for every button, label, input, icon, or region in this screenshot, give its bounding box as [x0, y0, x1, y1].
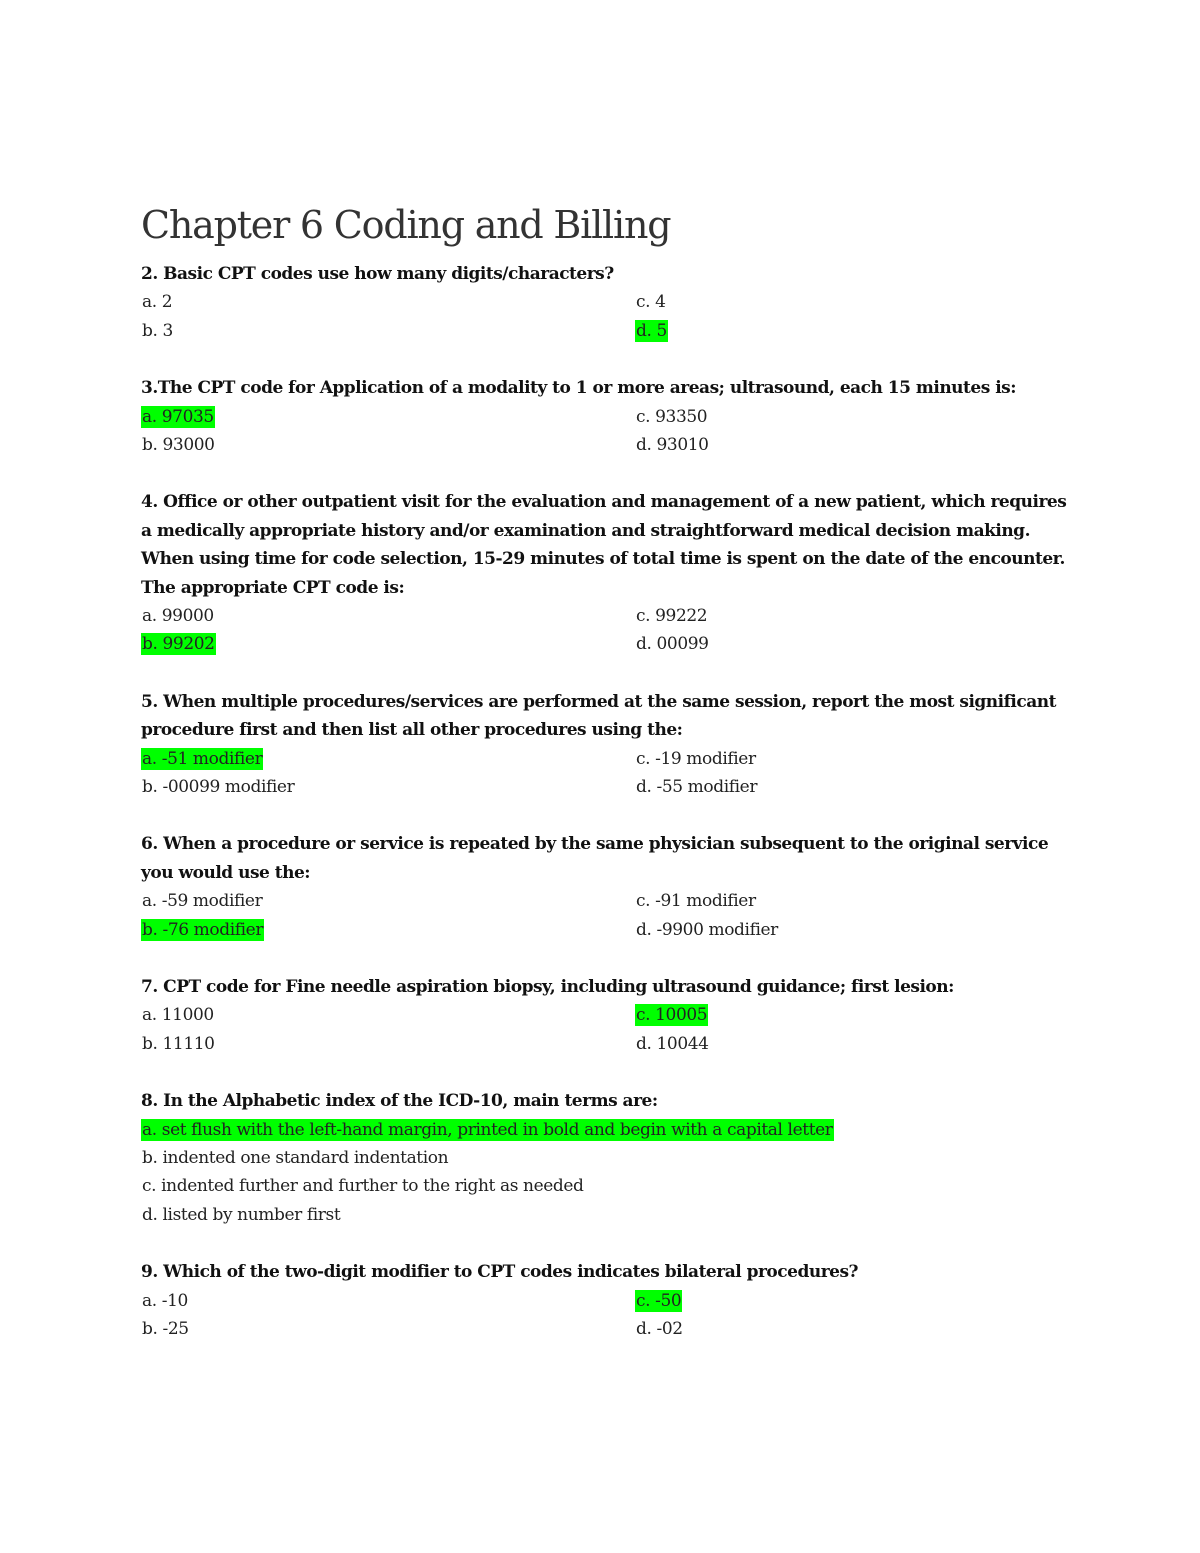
answer-text: c. -91 modifier — [636, 891, 756, 912]
question-text: 5. When multiple procedures/services are performed at the same session, report the most significant procedure first and then list all other procedures using the: — [141, 691, 1056, 741]
question-block — [141, 374, 1071, 459]
document-title: Chapter 6 Coding and Billing — [141, 203, 671, 247]
question-text: 7. CPT code for Fine needle aspiration biopsy, including ultrasound guidance; first lesion: — [141, 976, 954, 997]
answer-text: c. 93350 — [636, 406, 708, 427]
answer-option — [141, 288, 635, 316]
question-text: 8. In the Alphabetic index of the ICD-10, main terms are: — [141, 1091, 658, 1112]
highlighted-answer-text: a. -51 modifier — [142, 748, 263, 769]
answer-option-correct — [141, 916, 635, 944]
answer-option-correct — [635, 1287, 1071, 1315]
question-block — [141, 830, 1071, 944]
answer-option-correct — [141, 1116, 1071, 1144]
answer-text: c. -19 modifier — [636, 748, 756, 769]
answer-option — [635, 916, 1071, 944]
answer-option — [141, 317, 635, 345]
answer-option-correct — [141, 403, 635, 431]
answer-option — [635, 1315, 1071, 1343]
answer-option-correct — [141, 745, 635, 773]
answer-text: b. 11110 — [142, 1033, 215, 1054]
answer-option — [141, 1315, 635, 1343]
answer-option — [635, 745, 1071, 773]
answer-text: d. 10044 — [636, 1033, 709, 1054]
question-block — [141, 973, 1071, 1058]
question-text: 4. Office or other outpatient visit for the evaluation and management of a new patient, which requires a medically appropriate history and/or examination and straightforward medical decision making. When using time for code selection, 15-29 minutes of total time is spent on the date of the encounter. The appropriate CPT code is: — [141, 492, 1067, 598]
answer-text: b. 93000 — [142, 434, 215, 455]
answer-text: a. 99000 — [142, 606, 214, 626]
question-text: 6. When a procedure or service is repeated by the same physician subsequent to the original service you would use the: — [141, 834, 1049, 883]
highlighted-answer-text: c. 10005 — [636, 1005, 708, 1026]
answer-text: a. 11000 — [142, 1005, 214, 1026]
answer-text: d. 93010 — [636, 434, 709, 455]
answer-option — [141, 1172, 1071, 1200]
answer-options — [141, 887, 1071, 944]
answer-option — [141, 773, 635, 801]
answer-option — [635, 630, 1071, 658]
answer-options — [141, 602, 1071, 659]
answer-option — [635, 602, 1071, 630]
answer-option-correct — [635, 317, 1071, 345]
answer-option — [635, 1030, 1071, 1058]
answer-options — [141, 403, 1071, 460]
answer-text: b. -25 — [142, 1318, 189, 1339]
answer-text: d. listed by number first — [142, 1204, 341, 1225]
answer-option — [635, 288, 1071, 316]
answer-option — [141, 1287, 635, 1315]
answer-text: c. indented further and further to the right as needed — [142, 1176, 584, 1197]
answer-option — [141, 1144, 1071, 1172]
answer-option — [635, 431, 1071, 459]
question-list — [141, 260, 1071, 1343]
question-block — [141, 488, 1071, 658]
answer-option — [141, 602, 635, 630]
highlighted-answer-text: a. 97035 — [142, 406, 214, 427]
answer-option — [141, 1001, 635, 1029]
answer-option — [141, 1201, 1071, 1229]
answer-text: d. 00099 — [636, 634, 709, 655]
answer-text: b. indented one standard indentation — [142, 1147, 449, 1168]
highlighted-answer-text: d. 5 — [636, 320, 667, 341]
answer-option-correct — [141, 630, 635, 658]
answer-options — [141, 745, 1071, 802]
document-page — [141, 198, 1071, 1372]
answer-options — [141, 1287, 1071, 1344]
answer-text: d. -55 modifier — [636, 776, 758, 797]
answer-text: c. 99222 — [636, 606, 708, 626]
answer-option — [141, 1030, 635, 1058]
question-block — [141, 1258, 1071, 1343]
question-text: 2. Basic CPT codes use how many digits/characters? — [141, 264, 614, 284]
highlighted-answer-text: a. set flush with the left-hand margin, printed in bold and begin with a capital letter — [142, 1119, 833, 1140]
answer-text: a. 2 — [142, 292, 173, 313]
answer-option — [635, 887, 1071, 915]
answer-options — [141, 1116, 1071, 1230]
answer-option-correct — [635, 1001, 1071, 1029]
highlighted-answer-text: b. 99202 — [142, 634, 215, 655]
highlighted-answer-text: c. -50 — [636, 1290, 682, 1311]
answer-options — [141, 288, 1071, 345]
answer-text: d. -9900 modifier — [636, 919, 778, 940]
answer-text: b. 3 — [142, 320, 173, 341]
question-block — [141, 688, 1071, 802]
highlighted-answer-text: b. -76 modifier — [142, 919, 264, 940]
question-text: 9. Which of the two-digit modifier to CPT codes indicates bilateral procedures? — [141, 1262, 858, 1283]
answer-text: b. -00099 modifier — [142, 776, 295, 797]
answer-option — [635, 773, 1071, 801]
answer-option — [141, 887, 635, 915]
answer-options — [141, 1001, 1071, 1058]
question-block — [141, 1087, 1071, 1229]
answer-text: d. -02 — [636, 1318, 683, 1339]
answer-text: c. 4 — [636, 292, 666, 313]
answer-option — [141, 431, 635, 459]
question-block — [141, 260, 1071, 345]
answer-text: a. -10 — [142, 1290, 188, 1311]
answer-text: a. -59 modifier — [142, 891, 263, 912]
question-text: 3.The CPT code for Application of a modality to 1 or more areas; ultrasound, each 15 minutes is: — [141, 378, 1016, 399]
answer-option — [635, 403, 1071, 431]
